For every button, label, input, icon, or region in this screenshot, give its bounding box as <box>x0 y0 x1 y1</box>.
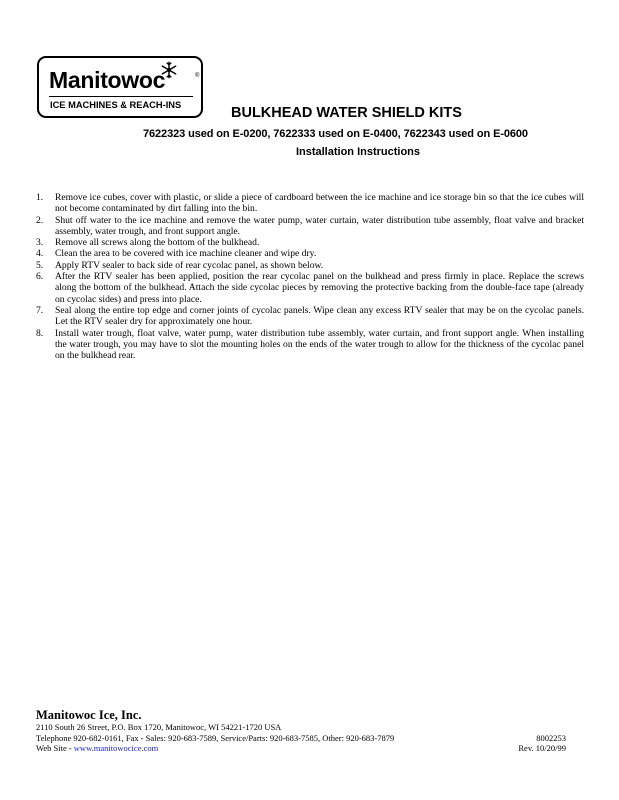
step-number: 6. <box>36 271 44 283</box>
footer-contact <box>36 722 582 754</box>
step-number: 3. <box>36 237 44 249</box>
step-text: Apply RTV sealer to back side of rear cycolac panel, as shown below. <box>55 259 324 271</box>
list-item <box>36 305 584 328</box>
snowflake-icon <box>160 61 178 79</box>
web-label: Web Site - <box>36 743 74 753</box>
step-number: 8. <box>36 327 44 339</box>
company-name: Manitowoc Ice, Inc. <box>36 708 142 722</box>
list-item <box>36 271 584 305</box>
list-item <box>36 328 584 362</box>
company-logo <box>37 56 203 118</box>
kit-models: 7622323 used on E-0200, 7622333 used on E-0400, 7622343 used on E-0600 <box>143 128 528 140</box>
step-text: Install water trough, float valve, water pump, water distribution tube assembly, water curtain, and front support angle. When installing the water trough, you may have to slot the mounting holes on the ends of the water trough to allow for the thickness of the cycolac panel on the bulkhead rear. <box>55 327 584 362</box>
step-text: Remove ice cubes, cover with plastic, or slide a piece of cardboard between the ice machine and ice storage bin so that the ice cubes will not become contaminated by dirt falling into the bin. <box>55 192 584 215</box>
document-type: Installation Instructions <box>295 146 421 158</box>
logo-tagline: ICE MACHINES & REACH-INS <box>50 100 182 110</box>
logo-wordmark: Manitowoc <box>49 67 166 93</box>
step-text: Clean the area to be covered with ice machine cleaner and wipe dry. <box>55 248 317 260</box>
list-item <box>36 215 584 238</box>
list-item <box>36 248 584 259</box>
list-item <box>36 192 584 215</box>
step-number: 7. <box>36 304 44 316</box>
step-number: 4. <box>36 248 44 260</box>
part-number: 8002253 <box>536 732 566 743</box>
list-item <box>36 237 584 248</box>
instruction-steps <box>36 192 584 361</box>
step-text: After the RTV sealer has been applied, position the rear cycolac panel on the bulkhead and press firmly in place. Replace the screws along the bottom of the bulkhead. Attach the side cycolac pieces by removing the protective backing from the double-face tape (already on cycolac sides) and press into place. <box>55 271 584 305</box>
step-text: Remove all screws along the bottom of the bulkhead. <box>55 237 260 249</box>
step-number: 5. <box>36 259 44 271</box>
company-address: 2110 South 26 Street, P.O. Box 1720, Manitowoc, WI 54221-1720 USA <box>36 722 282 732</box>
website-link[interactable]: www.manitowocice.com <box>73 743 159 753</box>
document-title: BULKHEAD WATER SHIELD KITS <box>231 105 462 121</box>
list-item <box>36 260 584 271</box>
step-number: 2. <box>36 214 44 226</box>
step-text: Seal along the entire top edge and corner joints of cycolac panels. Wipe clean any excess RTV sealer that may be on the cycolac panels. Let the RTV sealer dry for approximately one hour. <box>55 304 584 328</box>
step-number: 1. <box>36 192 44 203</box>
registered-mark: ® <box>195 73 200 79</box>
revision-date: Rev. 10/20/99 <box>518 743 566 753</box>
company-phones: Telephone 920-682-0161, Fax - Sales: 920-683-7589, Service/Parts: 920-683-7585, Other: 920-683-7879 <box>36 732 395 743</box>
step-text: Shut off water to the ice machine and remove the water pump, water curtain, water distribution tube assembly, float valve and bracket assembly, water trough, and front support angle. <box>55 214 584 237</box>
logo-divider <box>49 96 193 97</box>
